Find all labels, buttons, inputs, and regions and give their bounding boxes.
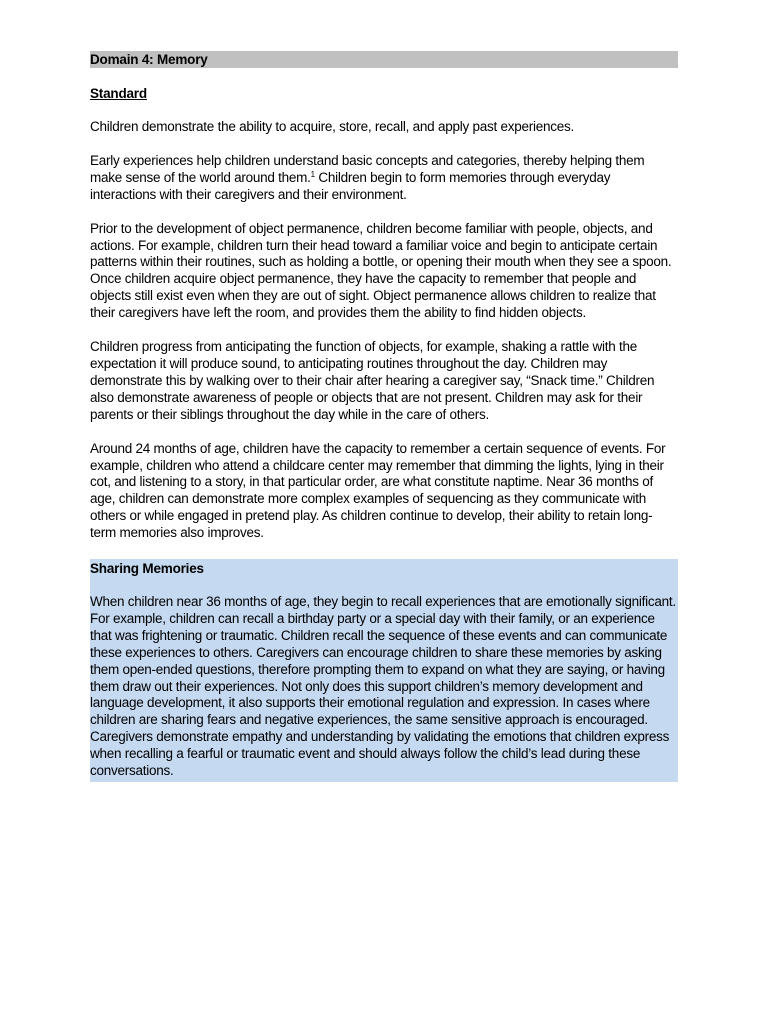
paragraph-object-permanence: Prior to the development of object permanence, children become familiar with people, objects, and actions. For example, children turn their head toward a familiar voice and begin to anticipate certain patterns within their routines, such as holding a bottle, or opening their mouth when they see a spoon. Once children acquire object permanence, they have the capacity to remember that people and objects still exist even when they are out of sight. Object permanence allows children to realize that their caregivers have left the room, and provides them the ability to find hidden objects.	[90, 220, 672, 321]
domain-title: Domain 4: Memory	[90, 52, 208, 67]
document-content	[90, 51, 678, 782]
domain-title-bar	[90, 51, 678, 68]
standard-heading: Standard	[90, 86, 147, 101]
sharing-memories-heading: Sharing Memories	[90, 561, 204, 577]
paragraph-text: Early experiences help children understand basic concepts and categories, thereby helping them make sense of the world around them.	[90, 152, 645, 185]
paragraph-text-continued: Children begin to form memories through everyday interactions with their caregivers and their environment.	[90, 169, 611, 202]
paragraph-early-experiences	[90, 153, 678, 204]
sharing-memories-box	[90, 559, 678, 782]
standard-text: Children demonstrate the ability to acquire, store, recall, and apply past experiences.	[90, 119, 575, 134]
paragraph-sequencing: Around 24 months of age, children have the capacity to remember a certain sequence of events. For example, children who attend a childcare center may remember that dimming the lights, lying in their cot, and listening to a story, in that particular order, are what constitute naptime. Near 36 months of age, children can demonstrate more complex examples of sequencing as they communicate with others or while engaged in pretend play. As children continue to develop, their ability to retain long-term memories also improves.	[90, 440, 666, 541]
footnote-marker[interactable]: 1	[310, 169, 315, 179]
paragraph-anticipating-routines: Children progress from anticipating the function of objects, for example, shaking a rattle with the expectation it will produce sound, to anticipating routines throughout the day. Children may demonstrate this by walking over to their chair after hearing a caregiver say, “Snack time.” Children also demonstrate awareness of people or objects that are not present. Children may ask for their parents or their siblings throughout the day while in the care of others.	[90, 339, 655, 422]
sharing-memories-text: When children near 36 months of age, they begin to recall experiences that are emotionally significant. For example, children can recall a birthday party or a special day with their family, or an experience that was frightening or traumatic. Children recall the sequence of these events and can communicate these experiences to others. Caregivers can encourage children to share these memories by asking them open-ended questions, therefore prompting them to expand on what they are saying, or having them draw out their experiences. Not only does this support children’s memory development and language development, it also supports their emotional regulation and expression. In cases where children are sharing fears and negative experiences, the same sensitive approach is encouraged. Caregivers demonstrate empathy and understanding by validating the emotions that children express when recalling a fearful or traumatic event and should always follow the child’s lead during these conversations.	[90, 594, 676, 779]
